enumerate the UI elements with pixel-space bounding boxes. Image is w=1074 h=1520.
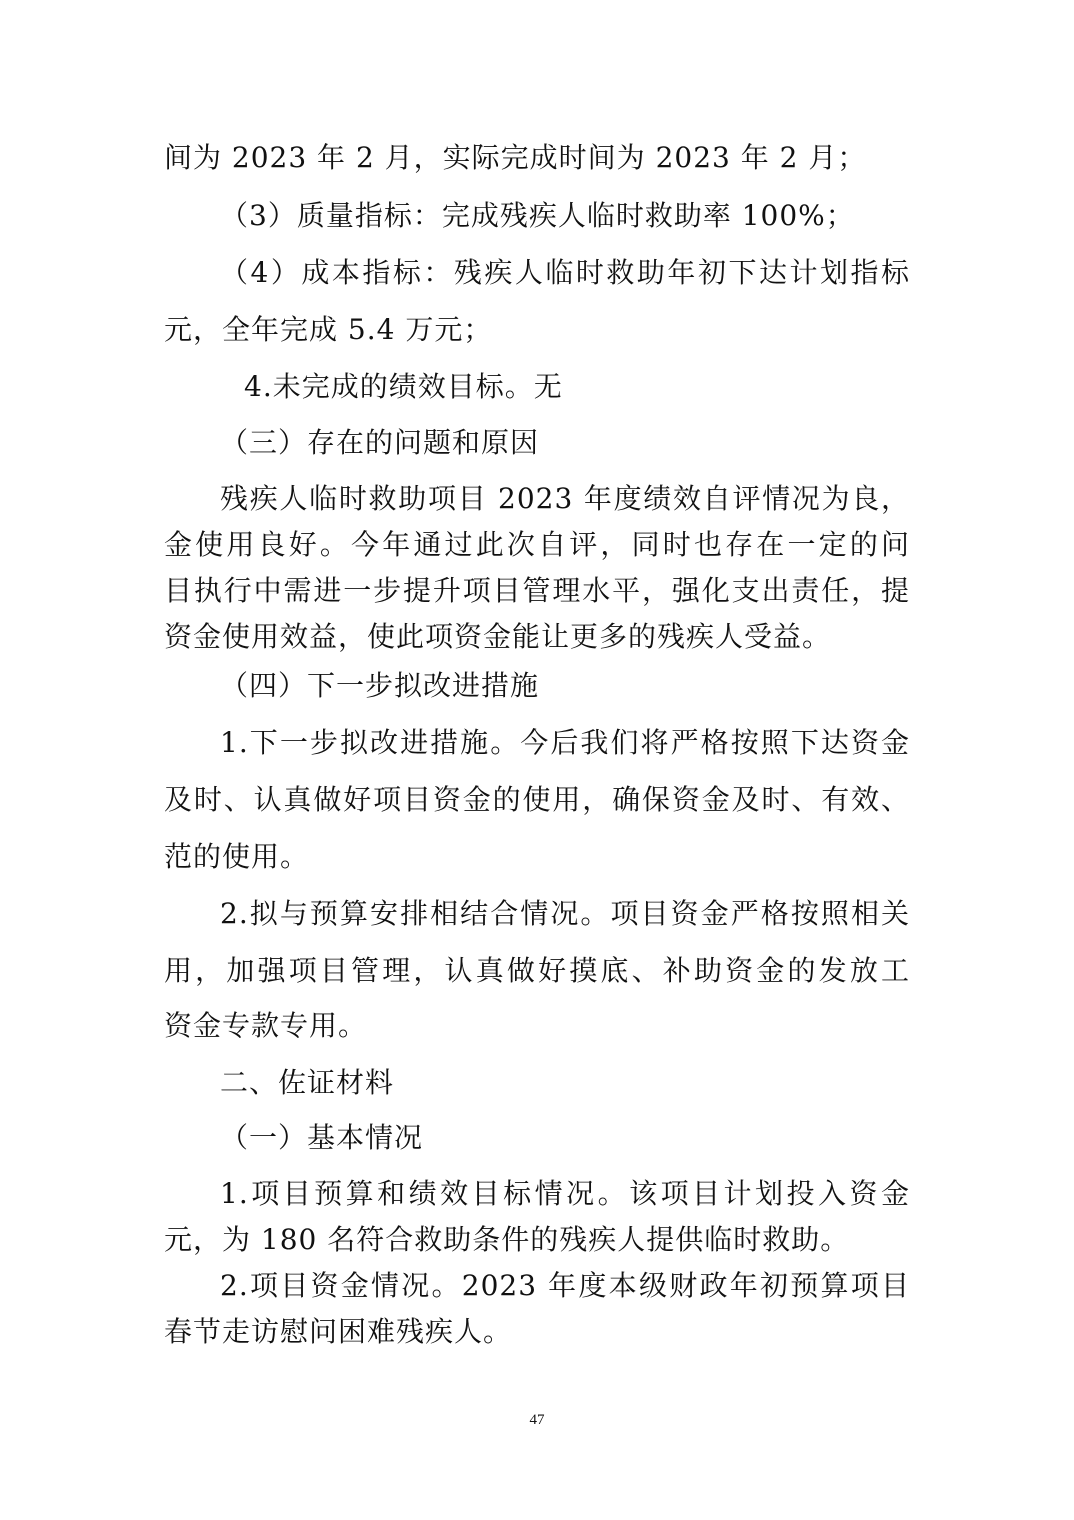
body-text-line: 4.未完成的绩效目标。无 — [244, 370, 563, 403]
body-text-line: 春节走访慰问困难残疾人。 — [164, 1315, 513, 1348]
body-text-line: 金使用良好。今年通过此次自评，同时也存在一定的问 — [164, 529, 910, 561]
body-text-line: 资金使用效益，使此项资金能让更多的残疾人受益。 — [164, 620, 832, 653]
body-text-line: 1.项目预算和绩效目标情况。该项目计划投入资金 — [220, 1178, 910, 1210]
body-text-line: 目执行中需进一步提升项目管理水平，强化支出责任，提 — [164, 575, 910, 607]
body-text-line: （4）成本指标：残疾人临时救助年初下达计划指标 — [220, 257, 910, 289]
body-text-line: 1.下一步拟改进措施。今后我们将严格按照下达资金 — [220, 727, 910, 759]
section-heading: 二、佐证材料 — [220, 1066, 395, 1099]
section-heading: （四）下一步拟改进措施 — [220, 669, 540, 702]
body-text-line: 间为 2023 年 2 月，实际完成时间为 2023 年 2 月； — [164, 141, 867, 174]
body-text-line: 元，全年完成 5.4 万元； — [164, 313, 493, 346]
body-text-line: 2.拟与预算安排相结合情况。项目资金严格按照相关 — [220, 898, 910, 930]
body-text-line: 2.项目资金情况。2023 年度本级财政年初预算项目 — [220, 1270, 910, 1302]
body-text-line: 资金专款专用。 — [164, 1009, 368, 1042]
body-text-line: （3）质量指标：完成残疾人临时救助率 100%； — [220, 199, 855, 232]
body-text-line: 残疾人临时救助项目 2023 年度绩效自评情况为良， — [220, 483, 910, 515]
body-text-line: 及时、认真做好项目资金的使用，确保资金及时、有效、 — [164, 784, 910, 816]
section-heading: （一）基本情况 — [220, 1121, 424, 1154]
body-text-line: 范的使用。 — [164, 840, 310, 873]
section-heading: （三）存在的问题和原因 — [220, 426, 540, 459]
body-text-line: 元，为 180 名符合救助条件的残疾人提供临时救助。 — [164, 1223, 850, 1256]
page-number: 47 — [529, 1412, 545, 1428]
body-text-line: 用，加强项目管理，认真做好摸底、补助资金的发放工 — [164, 955, 910, 987]
